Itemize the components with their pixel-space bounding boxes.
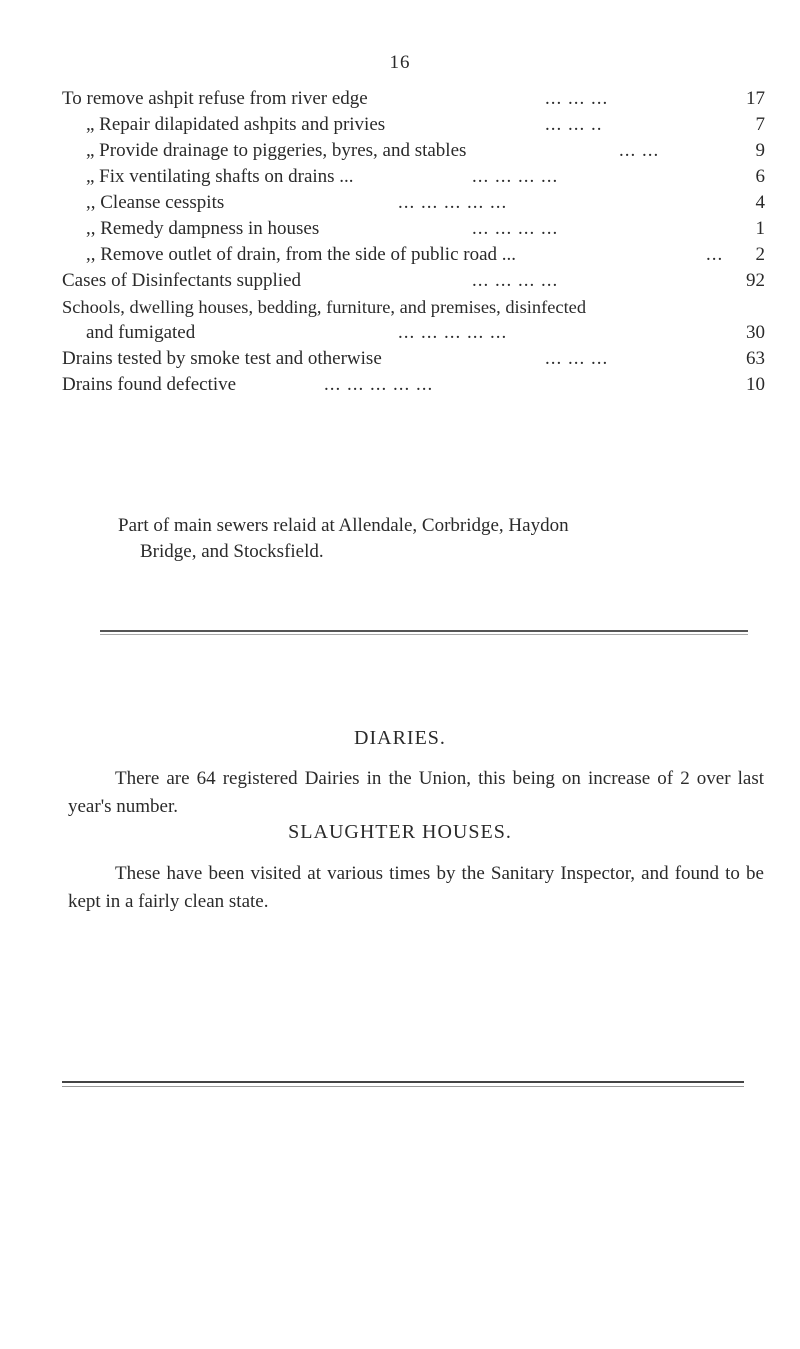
leader-dots: ... ... — [619, 140, 660, 161]
list-item — [0, 216, 800, 242]
list-item — [0, 190, 800, 216]
item-label: To remove ashpit refuse from river edge — [62, 88, 368, 109]
item-label-continued: and fumigated — [86, 322, 196, 343]
item-label: ,, Remedy dampness in houses — [86, 218, 320, 239]
list-item — [0, 164, 800, 190]
item-value: 17 — [746, 88, 765, 109]
dairies-heading: DIARIES. — [354, 727, 446, 749]
list-item — [0, 268, 800, 294]
item-value: 2 — [755, 244, 765, 265]
item-label: „ Provide drainage to piggeries, byres, and stables — [86, 140, 467, 161]
item-label: „ Repair dilapidated ashpits and privies — [86, 114, 386, 135]
item-value: 9 — [755, 140, 765, 161]
sewer-note-line-1: Part of main sewers relaid at Allendale, Corbridge, Haydon — [118, 515, 569, 536]
sanitary-work-list — [0, 86, 800, 398]
leader-dots: ... ... ... — [545, 348, 609, 369]
item-value: 10 — [746, 374, 765, 395]
leader-dots: ... ... ... ... ... — [398, 322, 508, 343]
item-value: 30 — [746, 322, 765, 343]
item-value: 4 — [755, 192, 765, 213]
list-item — [0, 346, 800, 372]
list-item — [0, 294, 800, 346]
list-item — [0, 112, 800, 138]
list-item — [0, 372, 800, 398]
slaughter-houses-heading: SLAUGHTER HOUSES. — [288, 821, 512, 843]
leader-dots: ... ... ... — [545, 88, 609, 109]
item-label: ,, Remove outlet of drain, from the side of public road ... — [86, 244, 517, 265]
item-value: 63 — [746, 348, 765, 369]
item-value: 6 — [755, 166, 765, 187]
dairies-paragraph: There are 64 registered Dairies in the Union, this being on increase of 2 over last year's number. — [68, 768, 764, 817]
item-value: 7 — [755, 114, 765, 135]
leader-dots: ... — [706, 244, 724, 265]
list-item — [0, 138, 800, 164]
item-label: Drains found defective — [62, 374, 237, 395]
item-label: „ Fix ventilating shafts on drains ... — [86, 166, 354, 187]
page-number: 16 — [389, 52, 411, 73]
leader-dots: ... ... .. — [545, 114, 603, 135]
list-item — [0, 242, 800, 268]
item-label: Schools, dwelling houses, bedding, furniture, and premises, disinfected — [62, 297, 587, 317]
list-item — [0, 86, 800, 112]
sewer-note — [118, 513, 758, 565]
item-label: Drains tested by smoke test and otherwise — [62, 348, 382, 369]
item-label: Cases of Disinfectants supplied — [62, 270, 302, 291]
section-divider — [100, 630, 748, 632]
sewer-note-line-2: Bridge, and Stocksfield. — [140, 541, 324, 562]
leader-dots: ... ... ... ... — [472, 166, 559, 187]
section-divider — [62, 1081, 744, 1083]
item-value: 92 — [746, 270, 765, 291]
leader-dots: ... ... ... ... — [472, 218, 559, 239]
item-label: ,, Cleanse cesspits — [86, 192, 225, 213]
leader-dots: ... ... ... ... ... — [324, 374, 434, 395]
leader-dots: ... ... ... ... ... — [398, 192, 508, 213]
leader-dots: ... ... ... ... — [472, 270, 559, 291]
item-value: 1 — [755, 218, 765, 239]
slaughter-houses-paragraph: These have been visited at various times by the Sanitary Inspector, and found to be kept in a fairly clean state. — [68, 863, 764, 912]
